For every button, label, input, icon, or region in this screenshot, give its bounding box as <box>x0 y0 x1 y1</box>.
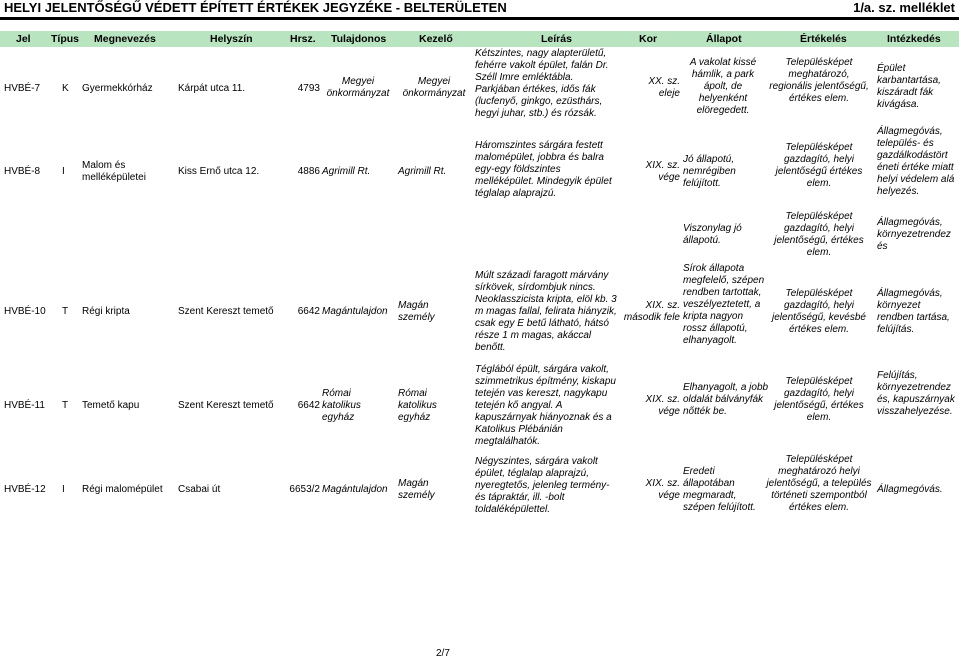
row-helyszin: Csabai út <box>178 484 221 495</box>
row-helyszin: Szent Kereszt temető <box>178 306 274 317</box>
page-title: HELYI JELENTŐSÉGŰ VÉDETT ÉPÍTETT ÉRTÉKEK JEGYZÉKE - BELTERÜLETEN <box>4 0 507 15</box>
row-tulajdonos: Megyei önkormányzat <box>326 76 390 99</box>
row-allapot: Eredeti állapotában megmaradt, szépen felújított. <box>683 466 756 513</box>
header-kezelo: Kezelő <box>419 33 453 45</box>
header-helyszin: Helyszín <box>210 33 253 45</box>
header-tulajdonos: Tulajdonos <box>331 33 387 45</box>
row-tipus: I <box>62 166 65 177</box>
row-jel: HVBÉ-10 <box>4 306 46 317</box>
row-ertekeles: Településképet gazdagító, helyi jelentőségű értékes elem. <box>775 142 863 189</box>
title-underline <box>0 17 959 20</box>
row-kor: XIX. sz. vége <box>645 478 680 501</box>
row-jel: HVBÉ-7 <box>4 83 41 94</box>
row-intezkedes: Állagmegóvás, környezet rendben tartása, felújítás. <box>877 288 950 335</box>
row-megnevezes: Gyermekkórház <box>82 83 153 94</box>
row-leiras: Négyszintes, sárgára vakolt épület, téglalap alaprajzú, nyeregtetős, jelenleg termény- és tápraktár, ill. -bolt toldaléképülettel. <box>475 456 610 515</box>
row-intezkedes: Épület karbantartása, kiszáradt fák kivágása. <box>877 63 941 110</box>
row-intezkedes: Állagmegóvás. <box>877 484 943 495</box>
header-leiras: Leírás <box>541 33 572 45</box>
row-ertekeles: Településképet meghatározó, regionális jelentőségű, értékes elem. <box>769 57 869 104</box>
row-hrsz: 4793 <box>297 83 320 94</box>
row-hrsz: 6653/2 <box>289 484 320 495</box>
row-tipus: I <box>62 484 65 495</box>
row-allapot: A vakolat kissé hámlik, a park ápolt, de helyenként elöregedett. <box>689 57 757 116</box>
row-ertekeles: Településképet meghatározó helyi jelentőségű, a település történeti szempontból értékes elem. <box>766 454 872 513</box>
header-allapot: Állapot <box>706 33 742 45</box>
table-header <box>0 31 959 47</box>
row-ertekeles: Településképet gazdagító, helyi jelentőségű, értékes elem. <box>774 211 864 258</box>
row-megnevezes: Régi malomépület <box>82 484 163 495</box>
row-megnevezes: Temető kapu <box>82 400 140 411</box>
header-intezkedes: Intézkedés <box>887 33 941 45</box>
row-kezelo: Magán személy <box>398 300 435 323</box>
row-helyszin: Kiss Ernő utca 12. <box>178 166 260 177</box>
row-kezelo: Római katolikus egyház <box>398 388 437 423</box>
row-kezelo: Magán személy <box>398 478 435 501</box>
header-tipus: Típus <box>51 33 79 45</box>
row-kor: XIX. sz. vége <box>645 394 680 417</box>
row-jel: HVBÉ-12 <box>4 484 46 495</box>
row-kor: XIX. sz. vége <box>645 160 680 183</box>
header-kor: Kor <box>639 33 658 45</box>
row-hrsz: 6642 <box>297 400 320 411</box>
row-tulajdonos: Magántulajdon <box>322 484 388 495</box>
row-tipus: K <box>62 83 69 94</box>
row-kor: XX. sz. eleje <box>648 76 680 99</box>
page-number: 2/7 <box>436 648 450 659</box>
row-leiras: Téglából épült, sárgára vakolt, szimmetrikus építmény, kiskapu tetején vas kereszt, nagykapu tetején kő angyal. A kapuszárnyak hiányoznak és a Katolikus Plébánián megtalálhatók. <box>475 364 616 447</box>
row-hrsz: 4886 <box>297 166 320 177</box>
header-ertekeles: Értékelés <box>800 33 847 45</box>
row-ertekeles: Településképet gazdagító, helyi jelentőségű, értékes elem. <box>774 376 864 423</box>
row-intezkedes: Felújítás, környezetrendez és, kapuszárnyak visszahelyezése. <box>877 370 955 417</box>
row-allapot: Jó állapotú, nemrégiben felújított. <box>683 154 736 189</box>
row-hrsz: 6642 <box>297 306 320 317</box>
row-leiras: Kétszintes, nagy alapterületű, fehérre vakolt épület, falán Dr. Széll Imre emléktábla. Parkjában értékes, idős fák (lucfenyő, ginkgo, ezüsthárs, hegyi juhar, stb.) és rózsák. <box>475 48 609 119</box>
row-helyszin: Szent Kereszt temető <box>178 400 274 411</box>
row-jel: HVBÉ-11 <box>4 400 45 411</box>
row-ertekeles: Településképet gazdagító, helyi jelentőségű, kevésbé értékes elem. <box>772 288 866 335</box>
row-allapot: Viszonylag jó állapotú. <box>683 223 742 246</box>
header-hrsz: Hrsz. <box>290 33 316 45</box>
row-intezkedes: Állagmegóvás, település- és gazdálkodástört éneti értéke miatt helyi védelem alá helyezés. <box>877 126 955 197</box>
row-tulajdonos: Magántulajdon <box>322 306 388 317</box>
row-megnevezes: Régi kripta <box>82 306 130 317</box>
row-tipus: T <box>62 306 69 317</box>
header-megnevezes: Megnevezés <box>94 33 156 45</box>
row-kor: XIX. sz. második fele <box>623 300 680 323</box>
row-helyszin: Kárpát utca 11. <box>178 83 246 94</box>
row-allapot: Elhanyagolt, a jobb oldalát bálványfák nőtték be. <box>683 382 769 417</box>
row-allapot: Sírok állapota megfelelő, szépen rendben tartottak, veszélyeztetett, a kripta nagyon rossz állapotú, elhanyagolt. <box>683 263 765 346</box>
row-tulajdonos: Agrimill Rt. <box>322 166 371 177</box>
row-jel: HVBÉ-8 <box>4 166 41 177</box>
annex-label: 1/a. sz. melléklet <box>853 0 955 15</box>
row-leiras: Múlt századi faragott márvány sírkövek, sírdombjuk nincs. Neoklasszicista kripta, elöl kb. 3 m magas fallal, felirata hiányzik, csak egy E betű látható, hátsó része 1 m magas, akáccal benőtt. <box>475 270 617 353</box>
row-intezkedes: Állagmegóvás, környezetrendez és <box>877 217 951 252</box>
row-kezelo: Megyei önkormányzat <box>402 76 466 99</box>
row-tulajdonos: Római katolikus egyház <box>322 388 361 423</box>
header-jel: Jel <box>16 33 31 45</box>
row-leiras: Háromszintes sárgára festett malomépület, jobbra és balra egy-egy földszintes melléképület. Mindegyik épület téglalap alaprajzú. <box>475 140 612 199</box>
row-megnevezes: Malom és melléképületei <box>82 160 146 183</box>
row-tipus: T <box>62 400 69 411</box>
row-kezelo: Agrimill Rt. <box>398 166 447 177</box>
